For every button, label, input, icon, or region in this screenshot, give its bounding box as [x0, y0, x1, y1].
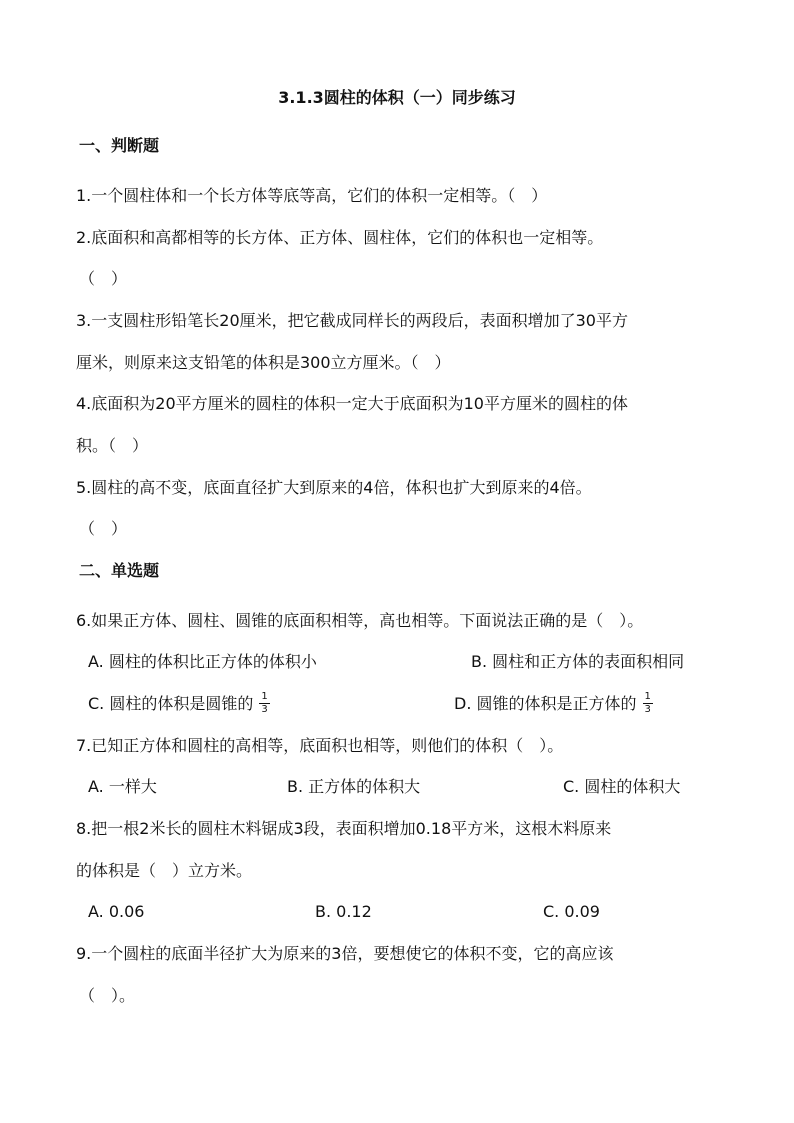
question-4-line-1: 4.底面积为20平方厘米的圆柱的体积一定大于底面积为10平方厘米的圆柱的体 [76, 394, 628, 413]
fraction-denominator: 3 [644, 704, 651, 715]
question-6-option-d-text: D. 圆锥的体积是正方体的 [454, 694, 637, 713]
question-8-option-a: A. 0.06 [88, 902, 145, 921]
fraction-one-third [259, 692, 269, 715]
fraction-denominator: 3 [261, 704, 268, 715]
question-6-option-c-text: C. 圆柱的体积是圆锥的 [88, 694, 254, 713]
section-heading-single-choice: 二、单选题 [79, 561, 160, 580]
question-5-line-1: 5.圆柱的高不变，底面直径扩大到原来的4倍，体积也扩大到原来的4倍。 [76, 478, 592, 497]
section-heading-judge: 一、判断题 [79, 136, 160, 155]
fraction-one-third [643, 692, 653, 715]
question-7: 7.已知正方体和圆柱的高相等，底面积也相等，则他们的体积（ ）。 [76, 736, 564, 755]
question-2-line-1: 2.底面积和高都相等的长方体、正方体、圆柱体，它们的体积也一定相等。 [76, 228, 604, 247]
question-9-line-2: （ ）。 [79, 986, 136, 1005]
question-1: 1.一个圆柱体和一个长方体等底等高，它们的体积一定相等。（ ） [76, 186, 548, 205]
question-6-option-d [454, 693, 653, 716]
fraction-numerator: 1 [644, 691, 651, 702]
question-6-option-a: A. 圆柱的体积比正方体的体积小 [88, 652, 317, 671]
question-3-line-2: 厘米，则原来这支铅笔的体积是300立方厘米。（ ） [76, 353, 451, 372]
question-5-line-2: （ ） [79, 519, 128, 538]
question-6: 6.如果正方体、圆柱、圆锥的底面积相等，高也相等。下面说法正确的是（ ）。 [76, 611, 644, 630]
question-8-option-b: B. 0.12 [315, 902, 372, 921]
question-2-line-2: （ ） [79, 269, 128, 288]
question-7-option-a: A. 一样大 [88, 777, 157, 796]
fraction-numerator: 1 [261, 691, 268, 702]
question-6-option-c [88, 693, 270, 716]
question-4-line-2: 积。（ ） [76, 436, 149, 455]
question-8-line-1: 8.把一根2米长的圆柱木料锯成3段，表面积增加0.18平方米，这根木料原来 [76, 819, 612, 838]
question-3-line-1: 3.一支圆柱形铅笔长20厘米，把它截成同样长的两段后，表面积增加了30平方 [76, 311, 628, 330]
question-6-option-b: B. 圆柱和正方体的表面积相同 [471, 652, 685, 671]
document-title: 3.1.3圆柱的体积（一）同步练习 [278, 88, 516, 107]
question-7-option-c: C. 圆柱的体积大 [563, 777, 681, 796]
question-8-line-2: 的体积是（ ）立方米。 [76, 861, 253, 880]
question-7-option-b: B. 正方体的体积大 [287, 777, 421, 796]
question-9-line-1: 9.一个圆柱的底面半径扩大为原来的3倍，要想使它的体积不变，它的高应该 [76, 944, 614, 963]
question-8-option-c: C. 0.09 [543, 902, 600, 921]
